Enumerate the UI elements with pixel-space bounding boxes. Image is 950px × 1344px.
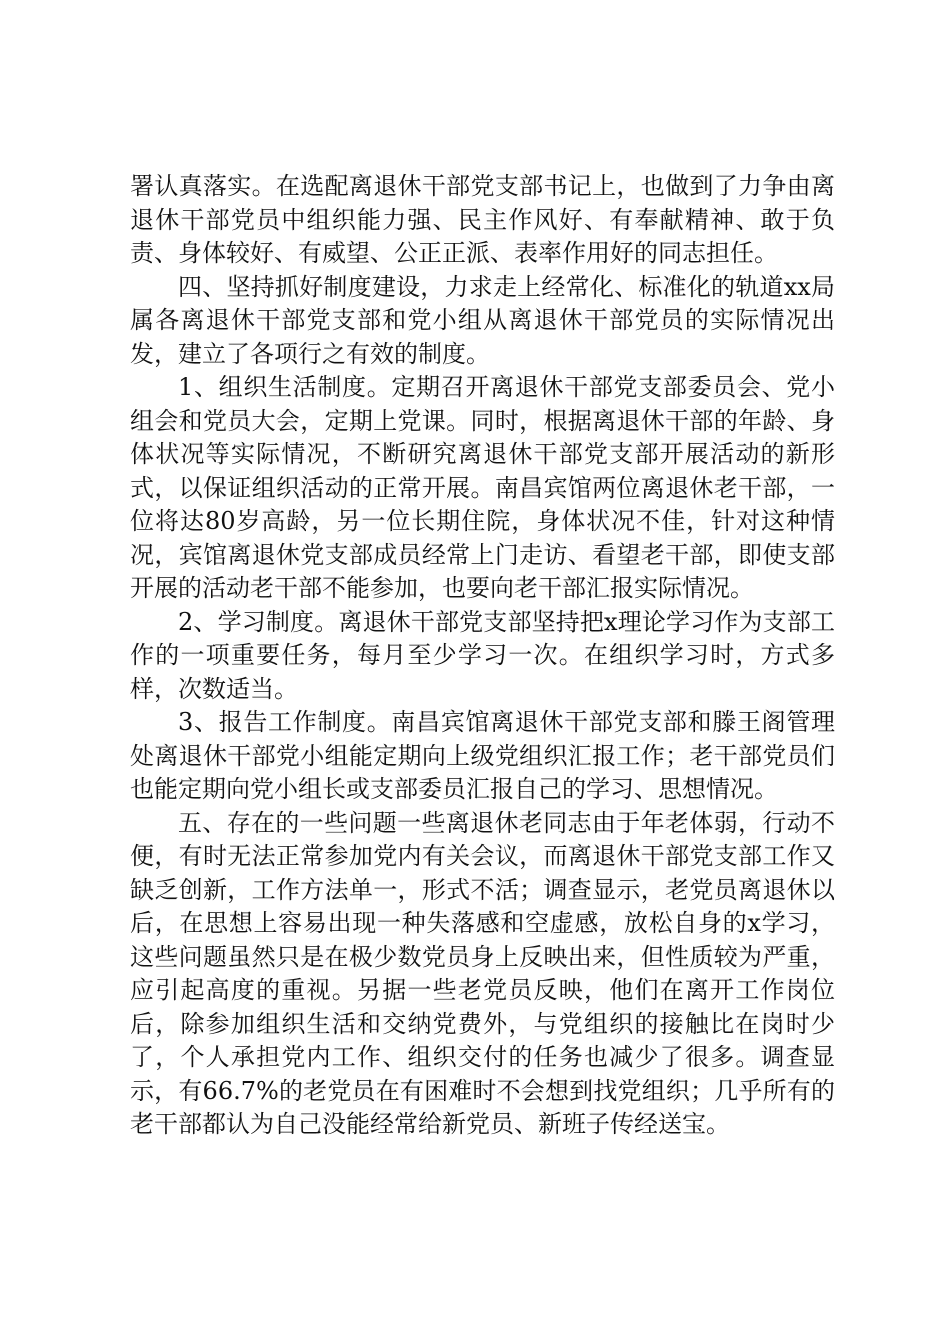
paragraph-section-5: 五、存在的一些问题一些离退休老同志由于年老体弱，行动不便，有时无法正常参加党内有关会议，而离退休干部党支部工作又缺乏创新，工作方法单一，形式不活；调查显示，老党员离退休以后，在思想上容易出现一种失落感和空虚感，放松自身的x学习，这些问题虽然只是在极少数党员身上反映出来，但性质较为严重，应引起高度的重视。另据一些老党员反映，他们在离开工作岗位后，除参加组织生活和交纳党费外，与党组织的接触比在岗时少了，个人承担党内工作、组织交付的任务也减少了很多。调查显示，有66.7%的老党员在有困难时不会想到找党组织；几乎所有的老干部都认为自己没能经常给新党员、新班子传经送宝。 (130, 808, 835, 1138)
paragraph-continuation: 署认真落实。在选配离退休干部党支部书记上，也做到了力争由离退休干部党员中组织能力强、民主作风好、有奉献精神、敢于负责、身体较好、有威望、公正正派、表率作用好的同志担任。 (130, 172, 835, 267)
document-body (130, 170, 835, 1142)
paragraph-study-system: 2、学习制度。离退休干部党支部坚持把x理论学习作为支部工作的一项重要任务，每月至少学习一次。在组织学习时，方式多样，次数适当。 (130, 607, 835, 703)
paragraph-organization-life: 1、组织生活制度。定期召开离退休干部党支部委员会、党小组会和党员大会，定期上党课。同时，根据离退休干部的年龄、身体状况等实际情况，不断研究离退休干部党支部开展活动的新形式，以保证组织活动的正常开展。南昌宾馆两位离退休老干部，一位将达80岁高龄，另一位长期住院，身体状况不佳，针对这种情况，宾馆离退休党支部成员经常上门走访、看望老干部，即使支部开展的活动老干部不能参加，也要向老干部汇报实际情况。 (130, 373, 835, 602)
paragraph-report-system: 3、报告工作制度。南昌宾馆离退休干部党支部和滕王阁管理处离退休干部党小组能定期向上级党组织汇报工作；老干部党员们也能定期向党小组长或支部委员汇报自己的学习、思想情况。 (130, 708, 835, 803)
paragraph-section-4: 四、坚持抓好制度建设，力求走上经常化、标准化的轨道xx局属各离退休干部党支部和党小组从离退休干部党员的实际情况出发，建立了各项行之有效的制度。 (130, 272, 835, 368)
